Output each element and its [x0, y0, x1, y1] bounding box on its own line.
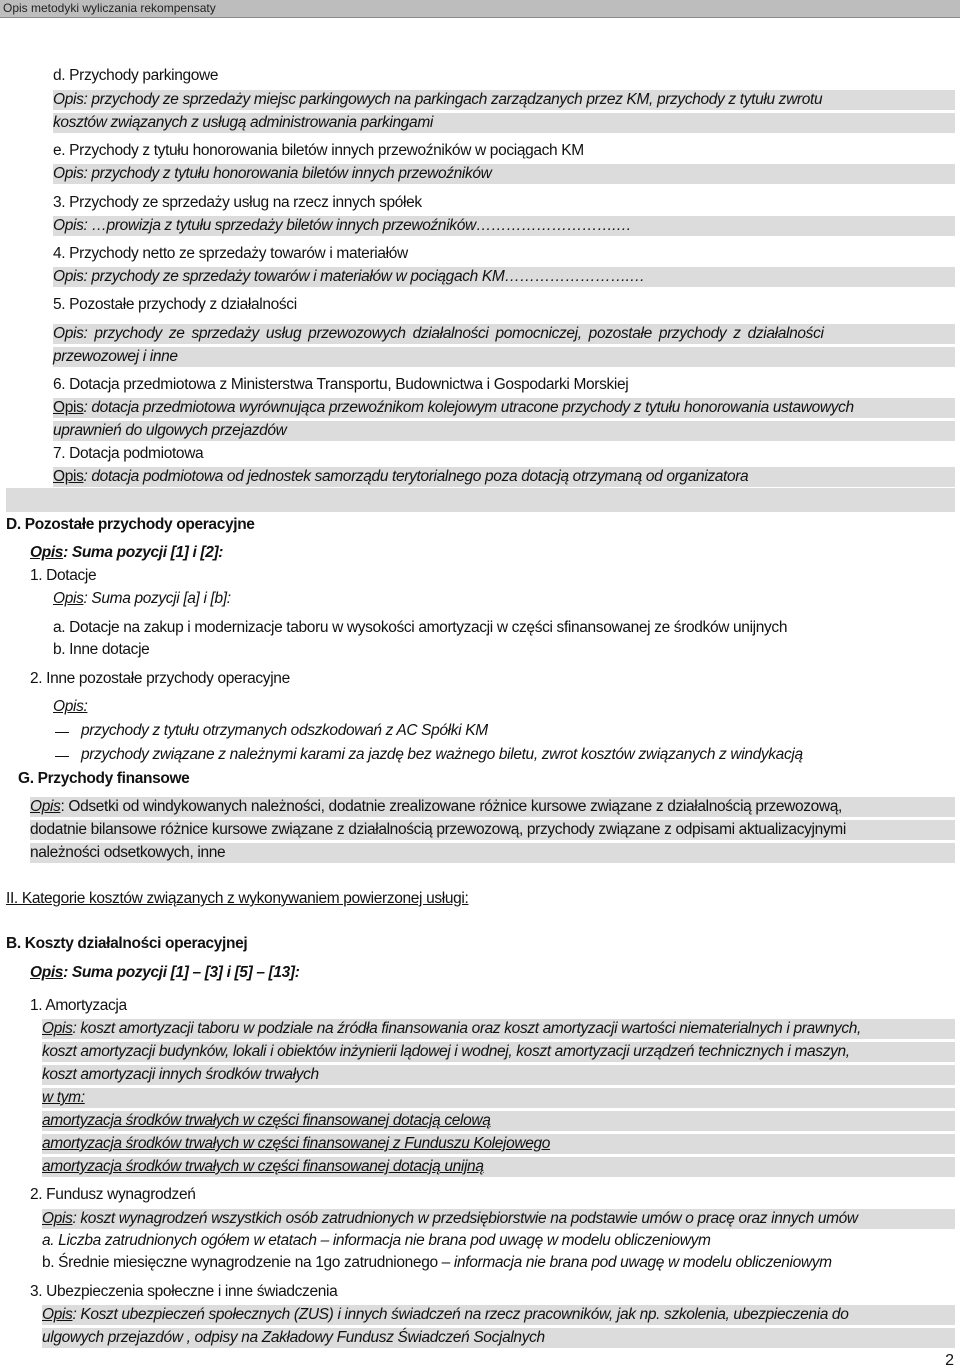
- section-B1-desc-line1: [42, 1019, 955, 1039]
- section-7-desc-text: : dotacja podmiotowa od jednostek samorządu terytorialnego poza dotacją otrzymaną od organizatora: [83, 468, 749, 485]
- section-D2-item2: przychody związane z należnymi karami za jazdę bez ważnego biletu, zwrot kosztów związanych z windykacją: [81, 746, 803, 763]
- section-5-desc-line1: Opis: przychody ze sprzedaży usług przewozowych działalności pomocniczej, pozostałe przychody z działalności: [53, 324, 955, 344]
- section-B3-desc-line1: [42, 1305, 955, 1325]
- section-6-desc-text: : dotacja przedmiotowa wyrównująca przewoźnikom kolejowym utracone przychody z tytułu honorowania ustawowych: [83, 399, 854, 416]
- dash-bullet-icon: [55, 732, 69, 733]
- document-title: Opis metodyki wyliczania rekompensaty: [3, 1, 216, 15]
- section-6-desc-line2: uprawnień do ulgowych przejazdów: [53, 421, 955, 441]
- section-6-title: 6. Dotacja przedmiotowa z Ministerstwa Transportu, Budownictwa i Gospodarki Morskiej: [53, 376, 629, 393]
- section-7-desc: [53, 467, 955, 487]
- section-B2-title: 2. Fundusz wynagrodzeń: [30, 1186, 196, 1203]
- section-G-title: G. Przychody finansowe: [18, 770, 190, 787]
- section-B2-desc-text: : koszt wynagrodzeń wszystkich osób zatrudnionych w przedsiębiorstwie na podstawie umów o pracę oraz innych umów: [72, 1210, 858, 1227]
- section-B1-wtym: w tym:: [42, 1088, 955, 1108]
- opis-label: Opis: [42, 1306, 73, 1323]
- section-G-desc-text: : Odsetki od windykowanych należności, dodatnie zrealizowane różnice kursowe związane z działalnością przewozową,: [60, 798, 842, 815]
- section-B3-desc-text: : Koszt ubezpieczeń społecznych (ZUS) i innych świadczeń na rzecz pracowników, jak np. szkolenia, ubezpieczenia do: [72, 1306, 849, 1323]
- section-B2-desc: [42, 1209, 955, 1229]
- section-D2-opis: Opis:: [53, 698, 88, 715]
- section-D-title: D. Pozostałe przychody operacyjne: [6, 516, 255, 533]
- gray-band: [6, 488, 955, 512]
- section-G-desc-line2: dodatnie bilansowe różnice kursowe związane z działalnością przewozową, przychody związane z odpisami aktualizacyjnymi: [30, 820, 955, 840]
- section-B1-desc-text: : koszt amortyzacji taboru w podziale na źródła finansowania oraz koszt amortyzacji wartości niematerialnych i prawnych,: [72, 1020, 861, 1037]
- section-B2b-text: b. Średnie miesięczne wynagrodzenie na 1go zatrudnionego –: [42, 1254, 454, 1271]
- section-B2b: [42, 1253, 832, 1273]
- document-header: [0, 0, 960, 18]
- section-D1-title: 1. Dotacje: [30, 567, 97, 584]
- section-B1-desc-line3: koszt amortyzacji innych środków trwałych: [42, 1065, 955, 1085]
- section-B1-item2: amortyzacja środków trwałych w części finansowanej z Funduszu Kolejowego: [42, 1134, 955, 1154]
- section-G-desc-line1: [30, 797, 955, 817]
- section-B2b-italic: informacja nie brana pod uwagę w modelu obliczeniowym: [453, 1254, 832, 1271]
- section-B-opis-text: : Suma pozycji [1] – [3] i [5] – [13]:: [63, 964, 300, 981]
- section-d-title: d. Przychody parkingowe: [53, 67, 219, 84]
- section-d-desc-line1: Opis: przychody ze sprzedaży miejsc parkingowych na parkingach zarządzanych przez KM, przychody z tytułu zwrotu: [53, 90, 955, 110]
- section-D1b: b. Inne dotacje: [53, 641, 150, 658]
- section-D2-item1: przychody z tytułu otrzymanych odszkodowań z AC Spółki KM: [81, 722, 488, 739]
- section-G-desc-line3: należności odsetkowych, inne: [30, 843, 955, 863]
- section-3-title: 3. Przychody ze sprzedaży usług na rzecz innych spółek: [53, 194, 422, 211]
- section-e-desc: Opis: przychody z tytułu honorowania biletów innych przewoźników: [53, 164, 955, 184]
- opis-label: Opis: [53, 590, 84, 607]
- section-B3-desc-line2: ulgowych przejazdów , odpisy na Zakładowy Fundusz Świadczeń Socjalnych: [42, 1328, 955, 1348]
- section-D1-opis-text: : Suma pozycji [a] i [b]:: [83, 590, 231, 607]
- section-B-opis: [30, 963, 300, 983]
- section-d-desc-line2: kosztów związanych z usługą administrowania parkingami: [53, 113, 955, 133]
- section-e-title: e. Przychody z tytułu honorowania biletów innych przewoźników w pociągach KM: [53, 142, 584, 159]
- section-3-desc: Opis: …prowizja z tytułu sprzedaży biletów innych przewoźników……………………….…: [53, 216, 955, 236]
- section-D1-opis: [53, 589, 231, 609]
- section-7-title: 7. Dotacja podmiotowa: [53, 445, 204, 462]
- opis-label: Opis: [42, 1020, 73, 1037]
- page-number: 2: [945, 1352, 954, 1369]
- opis-label: Opis: [53, 399, 84, 416]
- opis-label: Opis: [42, 1210, 73, 1227]
- opis-label: Opis: [30, 964, 64, 981]
- section-6-desc-line1: [53, 398, 955, 418]
- section-4-desc: Opis: przychody ze sprzedaży towarów i materiałów w pociągach KM…………………….…: [53, 267, 955, 287]
- section-4-title: 4. Przychody netto ze sprzedaży towarów i materiałów: [53, 245, 408, 262]
- opis-label: Opis: [30, 544, 64, 561]
- section-B-title: B. Koszty działalności operacyjnej: [6, 935, 248, 952]
- section-D2-title: 2. Inne pozostałe przychody operacyjne: [30, 670, 290, 687]
- section-B1-desc-line2: koszt amortyzacji budynków, lokali i obiektów inżynierii lądowej i wodnej, koszt amortyzacji urządzeń technicznych i maszyn,: [42, 1042, 955, 1062]
- section-5-desc-line2: przewozowej i inne: [53, 347, 955, 367]
- section-B1-title: 1. Amortyzacja: [30, 997, 127, 1014]
- dash-bullet-icon: [55, 756, 69, 757]
- opis-label: Opis: [30, 798, 61, 815]
- section-B2a: a. Liczba zatrudnionych ogółem w etatach – informacja nie brana pod uwagę w modelu obliczeniowym: [42, 1232, 711, 1249]
- section-D-opis-text: : Suma pozycji [1] i [2]:: [63, 544, 224, 561]
- section-II-title: II. Kategorie kosztów związanych z wykonywaniem powierzonej usługi:: [6, 890, 469, 907]
- section-D1a: a. Dotacje na zakup i modernizacje taboru w wysokości amortyzacji w części sfinansowanej ze środków unijnych: [53, 619, 788, 636]
- section-B3-title: 3. Ubezpieczenia społeczne i inne świadczenia: [30, 1283, 338, 1300]
- section-D-opis: [30, 543, 223, 563]
- section-B1-item3: amortyzacja środków trwałych w części finansowanej dotacją unijną: [42, 1157, 955, 1177]
- section-5-title: 5. Pozostałe przychody z działalności: [53, 296, 297, 313]
- opis-label: Opis: [53, 468, 84, 485]
- section-B1-item1: amortyzacja środków trwałych w części finansowanej dotacją celową: [42, 1111, 955, 1131]
